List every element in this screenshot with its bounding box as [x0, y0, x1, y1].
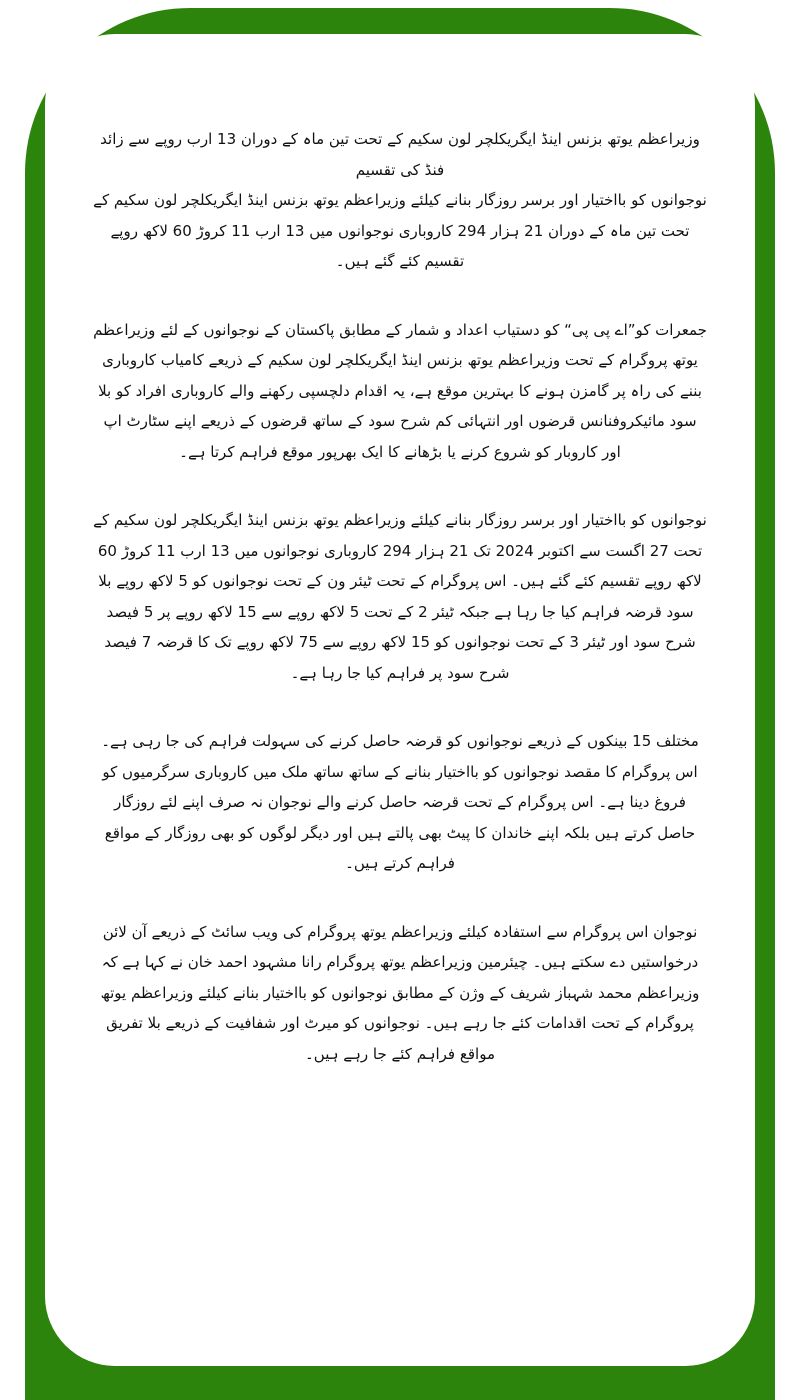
article-card	[45, 34, 755, 1366]
paragraph: مختلف 15 بینکوں کے ذریعے نوجوانوں کو قرضہ حاصل کرنے کی سہولت فراہم کی جا رہی ہے۔ اس پروگرام کا مقصد نوجوانوں کو بااختیار بنانے کے ساتھ ساتھ ملک میں کاروباری سرگرمیوں کو فروغ دینا ہے۔ اس پروگرام کے تحت قرضہ حاصل کرنے والے نوجوان نہ صرف اپنے لئے روزگار حاصل کرتے ہیں بلکہ اپنے خاندان کا پیٹ بھی پالتے ہیں اور دیگر لوگوں کو بھی روزگار کے مواقع فراہم کرتے ہیں۔	[101, 732, 699, 872]
paragraph: جمعرات کو”اے پی پی“ کو دستیاب اعداد و شمار کے مطابق پاکستان کے نوجوانوں کے لئے وزیراعظم یوتھ پروگرام کے تحت وزیراعظم یوتھ بزنس اینڈ ایگریکلچر لون سکیم کے ذریعے کامیاب کاروباری بننے کی راہ پر گامزن ہونے کا بہترین موقع ہے، یہ اقدام دلچسپی رکھنے والے کاروباری افراد کو بلا سود مائیکروفنانس قرضوں اور انتہائی کم شرح سود کے ساتھ قرضوں کے ذریعے اپنے سٹارٹ اپ اور کاروبار کو شروع کرنے یا بڑھانے کا ایک بھرپور موقع فراہم کرتا ہے۔	[93, 320, 707, 461]
paragraph: نوجوانوں کو بااختیار اور برسر روزگار بنانے کیلئے وزیراعظم یوتھ بزنس اینڈ ایگریکلچر لون سکیم کے تحت 27 اگست سے اکتوبر 2024 تک 21 ہزار 294 کاروباری نوجوانوں میں 13 ارب 11 کروڑ 60 لاکھ روپے تقسیم کئے گئے ہیں۔ اس پروگرام کے تحت ٹیئر ون کے تحت نوجوانوں کو 5 لاکھ روپے بلا سود قرضہ فراہم کیا جا رہا ہے جبکہ ٹیئر 2 کے تحت 5 لاکھ روپے سے 15 لاکھ روپے پر 5 فیصد شرح سود اور ٹیئر 3 کے تحت نوجوانوں کو 15 لاکھ روپے سے 75 لاکھ روپے تک کا قرضہ 7 فیصد شرح سود پر فراہم کیا جا رہا ہے۔	[93, 511, 707, 682]
article-body	[93, 124, 707, 1069]
lead-text: نوجوانوں کو بااختیار اور برسر روزگار بنانے کیلئے وزیراعظم یوتھ بزنس اینڈ ایگریکلچر لون سکیم کے تحت تین ماہ کے دوران 21 ہزار 294 کاروباری نوجوانوں میں 13 ارب 11 کروڑ 60 لاکھ روپے تقسیم کئے گئے ہیں۔	[93, 191, 707, 270]
paragraph: نوجوان اس پروگرام سے استفادہ کیلئے وزیراعظم یوتھ پروگرام کی ویب سائٹ کے ذریعے آن لائن درخواستیں دے سکتے ہیں۔ چیئرمین وزیراعظم یوتھ پروگرام رانا مشہود احمد خان نے کہا ہے کہ وزیراعظم محمد شہباز شریف کے وژن کے مطابق نوجوانوں کو بااختیار بنانے کیلئے وزیراعظم یوتھ پروگرام کے تحت اقدامات کئے جا رہے ہیں۔ نوجوانوں کو میرٹ اور شفافیت کے ذریعے بلا تفریق مواقع فراہم کئے جا رہے ہیں۔	[100, 922, 700, 1063]
headline: وزیراعظم یوتھ بزنس اینڈ ایگریکلچر لون سکیم کے تحت تین ماہ کے دوران 13 ارب روپے سے زائد فنڈ کی تقسیم	[100, 130, 700, 179]
intro-paragraph	[93, 124, 707, 277]
